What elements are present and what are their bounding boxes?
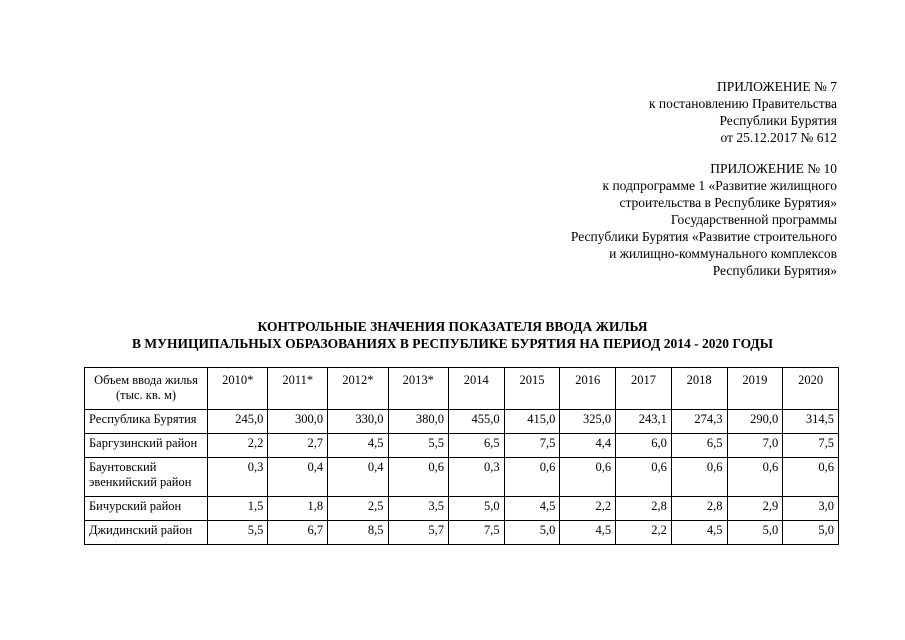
header-cell-year: 2016 [560,368,616,410]
value-cell: 5,7 [388,521,448,545]
value-cell: 2,8 [616,497,672,521]
header-cell-year: 2019 [727,368,783,410]
appendix-10-line: Республики Бурятия «Развитие строительного [570,229,837,244]
value-cell: 2,2 [560,497,616,521]
row-name-cell [85,497,208,521]
value-cell: 5,0 [504,521,560,545]
table-row [85,497,839,521]
appendix-7-line: к постановлению Правительства [648,96,837,111]
value-cell: 0,6 [671,458,727,497]
row-name-cell [85,434,208,458]
row-name-line: Баунтовский [89,460,157,474]
value-cell: 290,0 [727,410,783,434]
value-cell: 325,0 [560,410,616,434]
appendix-10-line: к подпрограмме 1 «Развитие жилищного [602,178,837,193]
value-cell: 0,6 [783,458,839,497]
value-cell: 7,5 [504,434,560,458]
row-name-cell [85,521,208,545]
value-cell: 2,8 [671,497,727,521]
value-cell: 4,5 [328,434,388,458]
value-cell: 2,2 [208,434,268,458]
value-cell: 5,0 [448,497,504,521]
value-cell: 0,6 [504,458,560,497]
housing-indicators-table [84,367,839,545]
value-cell: 330,0 [328,410,388,434]
appendix-7-block [649,78,837,146]
header-cell-year: 2015 [504,368,560,410]
value-cell: 6,5 [448,434,504,458]
row-name-line: эвенкийский район [89,475,192,489]
header-cell-year: 2011* [268,368,328,410]
header-name-line: (тыс. кв. м) [115,388,177,402]
header-cell-year: 2017 [616,368,672,410]
row-name-line: Баргузинский район [89,436,198,450]
value-cell: 2,7 [268,434,328,458]
value-cell: 2,5 [328,497,388,521]
value-cell: 300,0 [268,410,328,434]
value-cell: 4,5 [671,521,727,545]
value-cell: 6,7 [268,521,328,545]
value-cell: 7,0 [727,434,783,458]
row-name-cell [85,458,208,497]
value-cell: 4,5 [560,521,616,545]
header-cell-year: 2014 [448,368,504,410]
value-cell: 7,5 [783,434,839,458]
document-title-line: В МУНИЦИПАЛЬНЫХ ОБРАЗОВАНИЯХ В РЕСПУБЛИКЕ БУРЯТИЯ НА ПЕРИОД 2014 - 2020 ГОДЫ [132,336,773,351]
table-row [85,521,839,545]
value-cell: 0,6 [560,458,616,497]
row-name-line: Республика Бурятия [89,412,197,426]
value-cell: 4,5 [504,497,560,521]
document-title [0,318,905,352]
value-cell: 0,6 [388,458,448,497]
appendix-7-date: от 25.12.2017 № 612 [720,130,837,145]
appendix-7-line: Республики Бурятия [719,113,837,128]
appendix-10-line: Государственной программы [670,212,837,227]
document-title-line: КОНТРОЛЬНЫЕ ЗНАЧЕНИЯ ПОКАЗАТЕЛЯ ВВОДА ЖИЛЬЯ [257,319,648,334]
header-cell-year: 2012* [328,368,388,410]
value-cell: 1,5 [208,497,268,521]
value-cell: 2,9 [727,497,783,521]
value-cell: 6,5 [671,434,727,458]
header-cell-year: 2018 [671,368,727,410]
value-cell: 4,4 [560,434,616,458]
appendix-10-line: строительства в Республике Бурятия» [619,195,837,210]
value-cell: 8,5 [328,521,388,545]
appendix-7-heading: ПРИЛОЖЕНИЕ № 7 [716,79,837,94]
value-cell: 5,0 [783,521,839,545]
value-cell: 0,4 [268,458,328,497]
row-name-line: Бичурский район [89,499,182,513]
value-cell: 2,2 [616,521,672,545]
appendix-10-line: и жилищно-коммунального комплексов [609,246,837,261]
value-cell: 0,4 [328,458,388,497]
value-cell: 380,0 [388,410,448,434]
appendix-10-block [571,160,837,279]
value-cell: 245,0 [208,410,268,434]
value-cell: 1,8 [268,497,328,521]
value-cell: 3,5 [388,497,448,521]
value-cell: 243,1 [616,410,672,434]
value-cell: 0,3 [208,458,268,497]
table-row [85,458,839,497]
value-cell: 0,3 [448,458,504,497]
value-cell: 5,5 [208,521,268,545]
header-cell-year: 2020 [783,368,839,410]
value-cell: 415,0 [504,410,560,434]
value-cell: 314,5 [783,410,839,434]
appendix-10-heading: ПРИЛОЖЕНИЕ № 10 [710,161,837,176]
value-cell: 274,3 [671,410,727,434]
header-name-line: Объем ввода жилья [94,373,198,387]
value-cell: 0,6 [727,458,783,497]
value-cell: 455,0 [448,410,504,434]
row-name-line: Джидинский район [89,523,193,537]
row-name-cell [85,410,208,434]
header-cell-year: 2010* [208,368,268,410]
value-cell: 5,5 [388,434,448,458]
value-cell: 5,0 [727,521,783,545]
table-row [85,410,839,434]
table-row [85,434,839,458]
header-cell-name [85,368,208,410]
value-cell: 0,6 [616,458,672,497]
appendix-10-line: Республики Бурятия» [712,263,837,278]
table-header-row [85,368,839,410]
header-cell-year: 2013* [388,368,448,410]
value-cell: 7,5 [448,521,504,545]
value-cell: 3,0 [783,497,839,521]
value-cell: 6,0 [616,434,672,458]
